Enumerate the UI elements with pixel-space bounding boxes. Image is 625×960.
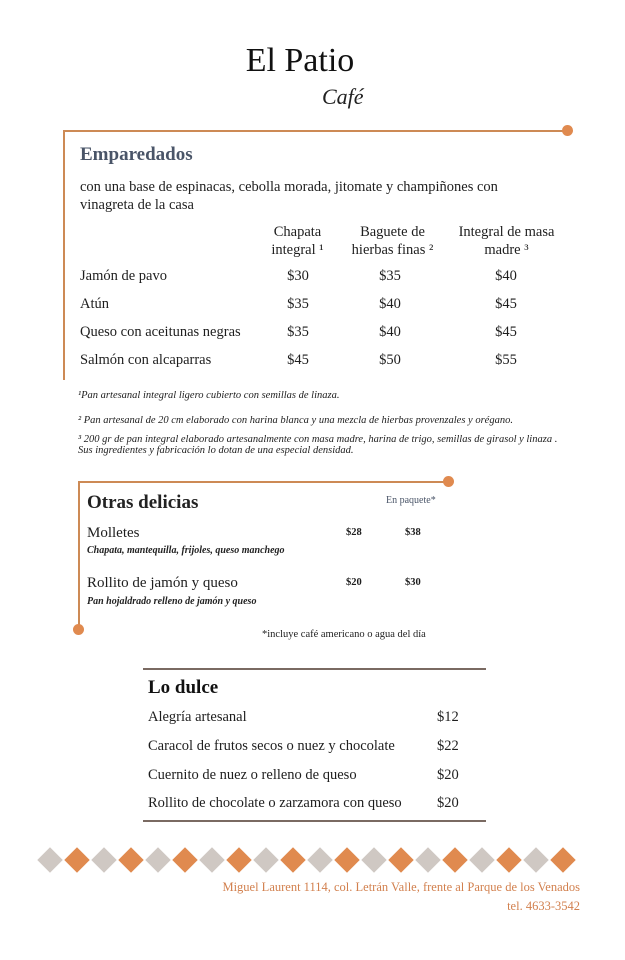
page-subtitle: Café bbox=[322, 84, 364, 109]
menu-item-paquete-price: $30 bbox=[405, 577, 421, 588]
menu-item-price: $28 bbox=[346, 527, 362, 538]
section-title-emparedados: Emparedados bbox=[80, 144, 193, 165]
section-title-otras: Otras delicias bbox=[87, 492, 199, 513]
menu-item-name: Jamón de pavo bbox=[80, 268, 167, 284]
menu-item-name: Atún bbox=[80, 296, 109, 312]
diamond-shape bbox=[199, 847, 224, 872]
frame-dot bbox=[443, 476, 454, 487]
menu-item-paquete-price: $38 bbox=[405, 527, 421, 538]
menu-item-name: Molletes bbox=[87, 525, 140, 541]
section-title-dulce: Lo dulce bbox=[148, 677, 219, 698]
phone-number: tel. 4633-3542 bbox=[507, 899, 580, 913]
menu-item-price: $22 bbox=[437, 738, 459, 754]
menu-item-price: $20 bbox=[437, 795, 459, 811]
frame-dot bbox=[562, 125, 573, 136]
column-header bbox=[255, 223, 340, 259]
menu-item-price: $30 bbox=[287, 268, 309, 284]
diamond-shape bbox=[64, 847, 89, 872]
menu-item-price: $40 bbox=[495, 268, 517, 284]
diamond-shape bbox=[280, 847, 305, 872]
menu-item-price: $50 bbox=[379, 352, 401, 368]
diamond-shape bbox=[37, 847, 62, 872]
diamond-shape bbox=[442, 847, 467, 872]
column-header-line: Baguete de bbox=[360, 224, 425, 240]
column-header-line: hierbas finas ² bbox=[351, 242, 434, 258]
column-header-line: Chapata bbox=[273, 224, 322, 240]
menu-item-name: Salmón con alcaparras bbox=[80, 352, 212, 368]
diamond-shape bbox=[550, 847, 575, 872]
paquete-note: *incluye café americano o agua del día bbox=[262, 629, 426, 640]
diamond-shape bbox=[334, 847, 359, 872]
menu-item-price: $35 bbox=[287, 324, 309, 340]
menu-item-price: $35 bbox=[287, 296, 309, 312]
diamond-shape bbox=[253, 847, 278, 872]
menu-item-price: $45 bbox=[287, 352, 309, 368]
page-title: El Patio bbox=[245, 42, 355, 79]
diamond-shape bbox=[361, 847, 386, 872]
section-frame-left bbox=[78, 481, 80, 629]
diamond-shape bbox=[496, 847, 521, 872]
section-rule-top bbox=[143, 668, 486, 670]
column-header-line: integral ¹ bbox=[271, 242, 324, 258]
menu-item-price: $55 bbox=[495, 352, 517, 368]
frame-dot bbox=[73, 624, 84, 635]
menu-item-description: Pan hojaldrado relleno de jamón y queso bbox=[87, 596, 257, 607]
diamond-shape bbox=[469, 847, 494, 872]
menu-item-price: $20 bbox=[346, 577, 362, 588]
diamond-shape bbox=[172, 847, 197, 872]
decorative-diamond-border bbox=[37, 846, 587, 874]
menu-item-name: Queso con aceitunas negras bbox=[80, 324, 241, 340]
menu-item-name: Rollito de jamón y queso bbox=[87, 575, 238, 591]
menu-item-name: Alegría artesanal bbox=[148, 709, 247, 725]
menu-item-price: $40 bbox=[379, 296, 401, 312]
column-header bbox=[340, 223, 445, 259]
menu-item-price: $45 bbox=[495, 324, 517, 340]
diamond-shape bbox=[415, 847, 440, 872]
column-header-line: madre ³ bbox=[484, 242, 529, 258]
menu-item-price: $40 bbox=[379, 324, 401, 340]
section-description: con una base de espinacas, cebolla morada, jitomate y champiñones con vinagreta de la casa bbox=[80, 179, 498, 213]
menu-item-price: $45 bbox=[495, 296, 517, 312]
diamond-shape bbox=[523, 847, 548, 872]
menu-item-name: Rollito de chocolate o zarzamora con queso bbox=[148, 795, 402, 811]
diamond-shape bbox=[307, 847, 332, 872]
address: Miguel Laurent 1114, col. Letrán Valle, frente al Parque de los Venados bbox=[222, 880, 580, 894]
menu-item-name: Caracol de frutos secos o nuez y chocolate bbox=[148, 738, 395, 754]
menu-item-price: $12 bbox=[437, 709, 459, 725]
column-header bbox=[449, 223, 564, 259]
diamond-shape bbox=[91, 847, 116, 872]
section-rule-bottom bbox=[143, 820, 486, 822]
menu-item-price: $35 bbox=[379, 268, 401, 284]
diamond-shape bbox=[388, 847, 413, 872]
menu-item-name: Cuernito de nuez o relleno de queso bbox=[148, 767, 357, 783]
section-frame-left bbox=[63, 130, 65, 380]
footnote: ¹Pan artesanal integral ligero cubierto con semillas de linaza. bbox=[78, 390, 340, 401]
diamond-shape bbox=[145, 847, 170, 872]
menu-item-price: $20 bbox=[437, 767, 459, 783]
footnote: ² Pan artesanal de 20 cm elaborado con harina blanca y una mezcla de hierbas provenzales y orégano. bbox=[78, 415, 513, 426]
footnote: ³ 200 gr de pan integral elaborado artesanalmente con masa madre, harina de trigo, semillas de girasol y linaza . Sus ingredientes y fabricación lo dotan de una especial densidad. bbox=[78, 434, 558, 456]
menu-item-description: Chapata, mantequilla, frijoles, queso manchego bbox=[87, 545, 285, 556]
diamond-shape bbox=[118, 847, 143, 872]
section-frame-top bbox=[78, 481, 448, 483]
column-header-line: Integral de masa bbox=[458, 224, 555, 240]
paquete-label: En paquete* bbox=[386, 495, 436, 506]
diamond-shape bbox=[226, 847, 251, 872]
section-frame-top bbox=[63, 130, 568, 132]
